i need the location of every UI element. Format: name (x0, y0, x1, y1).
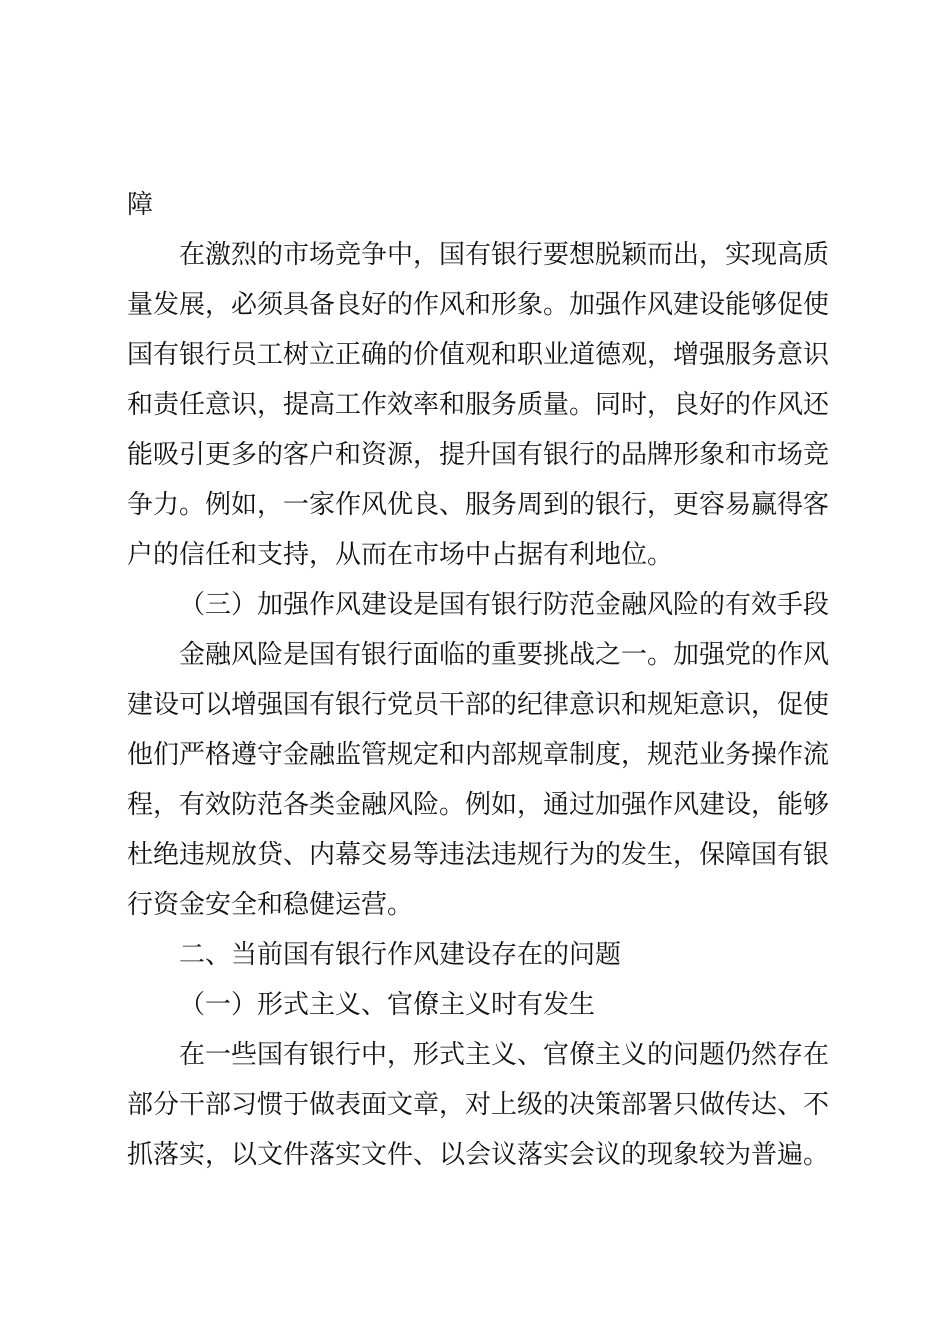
text-line: 国有银行员工树立正确的价值观和职业道德观，增强服务意识 (127, 340, 830, 370)
paragraph-first-line: 在一些国有银行中，形式主义、官僚主义的问题仍然存在 (179, 1040, 830, 1070)
text-line: 量发展，必须具备良好的作风和形象。加强作风建设能够促使 (127, 290, 830, 320)
text-line: 部分干部习惯于做表面文章，对上级的决策部署只做传达、不 (127, 1090, 830, 1120)
text-line: 建设可以增强国有银行党员干部的纪律意识和规矩意识，促使 (127, 690, 830, 720)
text-line: 抓落实，以文件落实文件、以会议落实会议的现象较为普遍。 (127, 1140, 830, 1170)
text-line: 能吸引更多的客户和资源，提升国有银行的品牌形象和市场竞 (127, 440, 830, 470)
text-line: 他们严格遵守金融监管规定和内部规章制度，规范业务操作流 (127, 740, 830, 770)
text-line: 杜绝违规放贷、内幕交易等违法违规行为的发生，保障国有银 (127, 840, 830, 870)
document-body (127, 180, 832, 1180)
text-line: 程，有效防范各类金融风险。例如，通过加强作风建设，能够 (127, 790, 830, 820)
text-line: 行资金安全和稳健运营。 (127, 890, 414, 920)
section-heading: （三）加强作风建设是国有银行防范金融风险的有效手段 (179, 590, 830, 620)
text-line: 争力。例如，一家作风优良、服务周到的银行，更容易赢得客 (127, 490, 830, 520)
text-line: 户的信任和支持，从而在市场中占据有利地位。 (127, 540, 674, 570)
text-line: 和责任意识，提高工作效率和服务质量。同时，良好的作风还 (127, 390, 830, 420)
chapter-heading: 二、当前国有银行作风建设存在的问题 (179, 940, 622, 970)
section-heading: （一）形式主义、官僚主义时有发生 (179, 990, 596, 1020)
text-line: 障 (127, 190, 154, 220)
paragraph-first-line: 在激烈的市场竞争中，国有银行要想脱颖而出，实现高质 (179, 240, 830, 270)
paragraph-first-line: 金融风险是国有银行面临的重要挑战之一。加强党的作风 (179, 640, 830, 670)
